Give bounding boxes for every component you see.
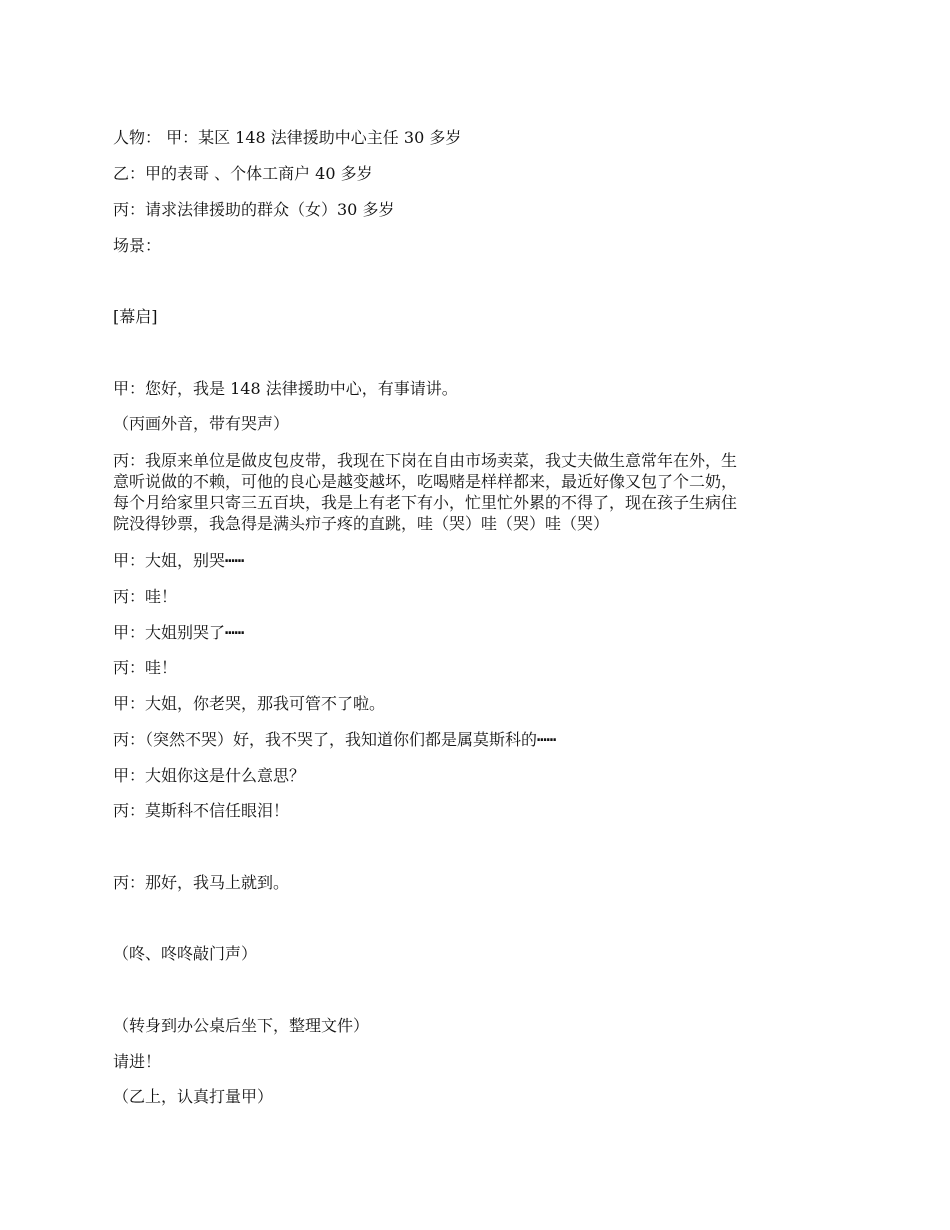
stage-direction: （乙上，认真打量甲） (113, 1087, 274, 1106)
curtain-open-line: [幕启] (113, 307, 158, 326)
paragraph-line: 院没得钞票，我急得是满头疖子疼的直跳，哇（哭）哇（哭）哇（哭） (113, 514, 610, 533)
dialogue-line: 请进！ (113, 1052, 162, 1071)
scene-line: 场景： (113, 236, 162, 255)
dialogue-line: 甲：大姐别哭了┅┅ (113, 623, 245, 642)
stage-direction: （丙画外音，带有哭声） (113, 414, 290, 433)
paragraph-line: 丙：我原来单位是做皮包皮带，我现在下岗在自由市场卖菜，我丈夫做生意常年在外，生 (113, 451, 738, 470)
stage-direction: （咚、咚咚敲门声） (113, 944, 258, 963)
dialogue-line: 甲：您好，我是 148 法律援助中心，有事请讲。 (113, 379, 458, 398)
stage-direction: （转身到办公桌后坐下，整理文件） (113, 1016, 370, 1035)
dialogue-line: 丙：那好，我马上就到。 (113, 873, 290, 892)
dialogue-line: 甲：大姐，别哭┅┅ (113, 551, 245, 570)
long-dialogue-paragraph (113, 450, 843, 534)
paragraph-line: 每个月给家里只寄三五百块，我是上有老下有小，忙里忙外累的不得了，现在孩子生病住 (113, 493, 738, 512)
paragraph-line: 意听说做的不赖，可他的良心是越变越坏，吃喝赌是样样都来，最近好像又包了个二奶， (113, 472, 738, 491)
dialogue-line: 甲：大姐你这是什么意思？ (113, 766, 306, 785)
dialogue-line: 丙：莫斯科不信任眼泪！ (113, 801, 290, 820)
cast-line-bing: 丙：请求法律援助的群众（女）30 多岁 (113, 200, 395, 219)
dialogue-line: 丙：哇！ (113, 658, 178, 677)
cast-line-yi: 乙：甲的表哥 、个体工商户 40 多岁 (113, 164, 373, 183)
dialogue-line: 丙：哇！ (113, 587, 178, 606)
dialogue-line: 甲：大姐，你老哭，那我可管不了啦。 (113, 694, 386, 713)
cast-line-jia: 人物： 甲：某区 148 法律援助中心主任 30 多岁 (113, 128, 462, 147)
dialogue-line: 丙：（突然不哭）好，我不哭了，我知道你们都是属莫斯科的┅┅ (113, 730, 557, 749)
